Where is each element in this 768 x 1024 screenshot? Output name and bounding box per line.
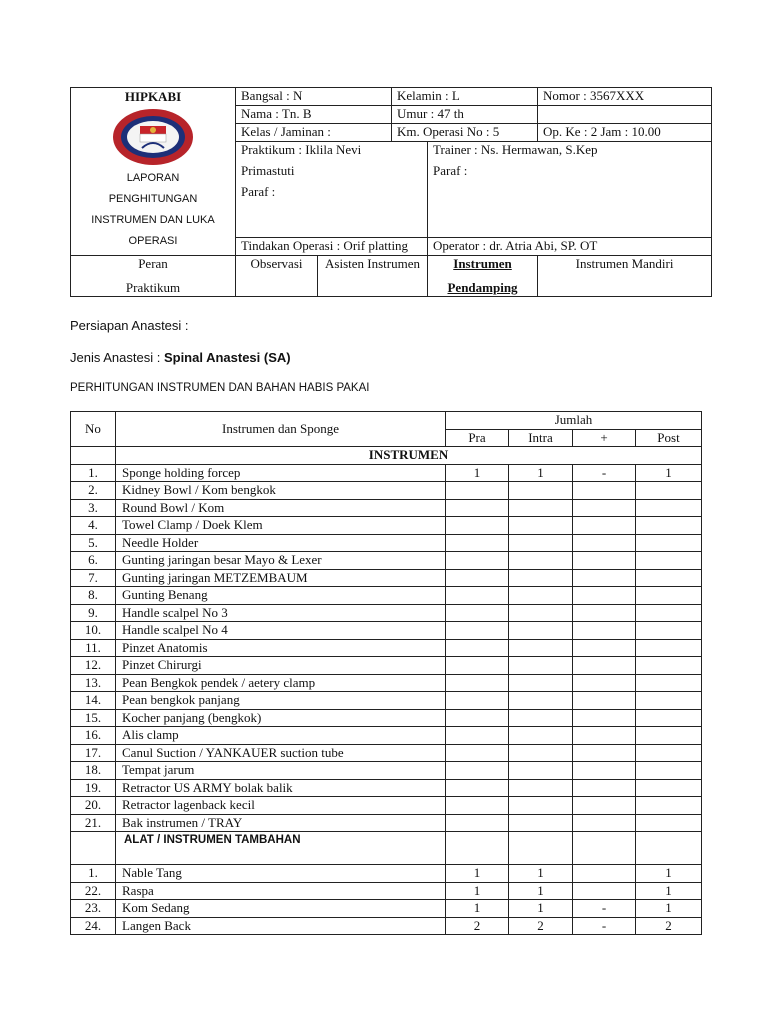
table-row xyxy=(71,779,702,797)
trainer-block xyxy=(428,142,712,238)
table-row xyxy=(71,639,702,657)
row-item-name: Nable Tang xyxy=(116,865,446,883)
row-plus xyxy=(573,517,636,535)
col-pra-header: Pra xyxy=(446,429,509,447)
row-plus xyxy=(573,639,636,657)
row-plus xyxy=(573,779,636,797)
kelamin-field: Kelamin : L xyxy=(392,88,538,106)
row-post xyxy=(636,569,702,587)
table-row xyxy=(71,900,702,918)
row-post xyxy=(636,517,702,535)
row-pra: 1 xyxy=(446,464,509,482)
row-intra xyxy=(509,517,573,535)
paraf-right: Paraf : xyxy=(433,163,468,178)
asisten-option: Asisten Instrumen xyxy=(318,256,428,297)
col-no-header: No xyxy=(71,412,116,447)
row-post xyxy=(636,534,702,552)
table-row xyxy=(71,657,702,675)
pendamping-option xyxy=(428,256,538,297)
row-item-name: Handle scalpel No 4 xyxy=(116,622,446,640)
row-intra xyxy=(509,762,573,780)
org-name: HIPKABI xyxy=(124,89,182,104)
row-pra xyxy=(446,552,509,570)
table-row xyxy=(71,917,702,935)
row-intra xyxy=(509,569,573,587)
row-intra xyxy=(509,499,573,517)
row-item-name: Tempat jarum xyxy=(116,762,446,780)
nama-field: Nama : Tn. B xyxy=(236,106,392,124)
row-pra: 2 xyxy=(446,917,509,935)
row-plus xyxy=(573,882,636,900)
table-row xyxy=(71,604,702,622)
table-row xyxy=(71,727,702,745)
mandiri-option: Instrumen Mandiri xyxy=(538,256,712,297)
row-intra xyxy=(509,744,573,762)
row-pra xyxy=(446,482,509,500)
jenis-anastesi xyxy=(70,350,291,365)
table-row xyxy=(71,464,702,482)
row-post xyxy=(636,657,702,675)
pendamping-line-2: Pendamping xyxy=(447,280,518,295)
report-line-3: INSTRUMEN DAN LUKA xyxy=(91,214,215,226)
row-number: 8. xyxy=(71,587,116,605)
row-item-name: Langen Back xyxy=(116,917,446,935)
row-intra xyxy=(509,534,573,552)
kelas-field: Kelas / Jaminan : xyxy=(236,124,392,142)
row-pra xyxy=(446,762,509,780)
paraf-left: Paraf : xyxy=(241,184,276,199)
row-item-name: Pean bengkok panjang xyxy=(116,692,446,710)
row-plus xyxy=(573,499,636,517)
row-pra xyxy=(446,797,509,815)
row-plus: - xyxy=(573,464,636,482)
table-row xyxy=(71,692,702,710)
row-intra xyxy=(509,692,573,710)
bangsal-field: Bangsal : N xyxy=(236,88,392,106)
row-post xyxy=(636,604,702,622)
row-item-name: Gunting jaringan METZEMBAUM xyxy=(116,569,446,587)
row-pra xyxy=(446,622,509,640)
row-pra: 1 xyxy=(446,865,509,883)
row-item-name: Round Bowl / Kom xyxy=(116,499,446,517)
section-empty-cell xyxy=(636,832,702,865)
row-plus xyxy=(573,865,636,883)
row-pra: 1 xyxy=(446,900,509,918)
row-post: 1 xyxy=(636,464,702,482)
row-post xyxy=(636,692,702,710)
table-row xyxy=(71,534,702,552)
peran-line-1: Peran xyxy=(138,256,168,271)
row-item-name: Canul Suction / YANKAUER suction tube xyxy=(116,744,446,762)
row-plus xyxy=(573,622,636,640)
logo-block xyxy=(71,88,236,256)
row-number: 3. xyxy=(71,499,116,517)
col-item-header: Instrumen dan Sponge xyxy=(116,412,446,447)
umur-field: Umur : 47 th xyxy=(392,106,538,124)
jenis-label: Jenis Anastesi : xyxy=(70,350,164,365)
row-pra xyxy=(446,709,509,727)
row-number: 19. xyxy=(71,779,116,797)
row-plus xyxy=(573,674,636,692)
row-plus xyxy=(573,762,636,780)
row-plus xyxy=(573,657,636,675)
empty-cell xyxy=(538,106,712,124)
row-post xyxy=(636,779,702,797)
row-pra xyxy=(446,779,509,797)
table-row xyxy=(71,587,702,605)
section-empty-cell xyxy=(573,832,636,865)
row-item-name: Gunting jaringan besar Mayo & Lexer xyxy=(116,552,446,570)
table-row xyxy=(71,762,702,780)
praktikum-block xyxy=(236,142,428,238)
row-post xyxy=(636,639,702,657)
row-plus: - xyxy=(573,917,636,935)
row-number: 1. xyxy=(71,865,116,883)
row-number: 9. xyxy=(71,604,116,622)
row-item-name: Kidney Bowl / Kom bengkok xyxy=(116,482,446,500)
row-intra xyxy=(509,604,573,622)
row-intra: 1 xyxy=(509,865,573,883)
row-post xyxy=(636,727,702,745)
row-item-name: Pean Bengkok pendek / aetery clamp xyxy=(116,674,446,692)
row-intra: 2 xyxy=(509,917,573,935)
row-number: 17. xyxy=(71,744,116,762)
tindakan-field: Tindakan Operasi : Orif platting xyxy=(236,238,428,256)
row-intra xyxy=(509,797,573,815)
row-post xyxy=(636,744,702,762)
row-intra xyxy=(509,657,573,675)
peran-label xyxy=(71,256,236,297)
row-plus xyxy=(573,797,636,815)
section-row-tambahan xyxy=(71,832,702,865)
row-intra xyxy=(509,727,573,745)
section-empty-cell xyxy=(509,832,573,865)
operator-field: Operator : dr. Atria Abi, SP. OT xyxy=(428,238,712,256)
row-number: 13. xyxy=(71,674,116,692)
row-number: 7. xyxy=(71,569,116,587)
table-row xyxy=(71,499,702,517)
row-pra xyxy=(446,517,509,535)
row-item-name: Retractor lagenback kecil xyxy=(116,797,446,815)
row-plus xyxy=(573,587,636,605)
row-number: 6. xyxy=(71,552,116,570)
table-row xyxy=(71,517,702,535)
row-plus xyxy=(573,534,636,552)
row-number: 15. xyxy=(71,709,116,727)
section-empty-no xyxy=(71,832,116,865)
row-item-name: Pinzet Chirurgi xyxy=(116,657,446,675)
row-post xyxy=(636,499,702,517)
row-item-name: Gunting Benang xyxy=(116,587,446,605)
row-number: 4. xyxy=(71,517,116,535)
row-number: 23. xyxy=(71,900,116,918)
pendamping-line-1: Instrumen xyxy=(453,256,512,271)
row-number: 5. xyxy=(71,534,116,552)
row-number: 2. xyxy=(71,482,116,500)
row-item-name: Kom Sedang xyxy=(116,900,446,918)
row-plus xyxy=(573,692,636,710)
row-post xyxy=(636,482,702,500)
table-row xyxy=(71,797,702,815)
row-post xyxy=(636,622,702,640)
row-plus xyxy=(573,569,636,587)
row-item-name: Retractor US ARMY bolak balik xyxy=(116,779,446,797)
row-post xyxy=(636,587,702,605)
section-empty-no xyxy=(71,447,116,465)
row-pra xyxy=(446,674,509,692)
table-row xyxy=(71,814,702,832)
nomor-field: Nomor : 3567XXX xyxy=(538,88,712,106)
col-plus-header: + xyxy=(573,429,636,447)
row-intra xyxy=(509,482,573,500)
row-item-name: Kocher panjang (bengkok) xyxy=(116,709,446,727)
row-post xyxy=(636,814,702,832)
row-number: 21. xyxy=(71,814,116,832)
row-plus xyxy=(573,604,636,622)
row-number: 10. xyxy=(71,622,116,640)
col-intra-header: Intra xyxy=(509,429,573,447)
row-intra xyxy=(509,639,573,657)
row-intra xyxy=(509,674,573,692)
row-post xyxy=(636,674,702,692)
row-pra xyxy=(446,587,509,605)
row-post: 2 xyxy=(636,917,702,935)
report-line-1: LAPORAN xyxy=(126,172,180,184)
row-pra xyxy=(446,744,509,762)
row-post xyxy=(636,709,702,727)
row-intra xyxy=(509,552,573,570)
row-pra xyxy=(446,727,509,745)
table-row xyxy=(71,882,702,900)
row-number: 24. xyxy=(71,917,116,935)
col-jumlah-header: Jumlah xyxy=(446,412,702,430)
row-item-name: Alis clamp xyxy=(116,727,446,745)
header-form-table xyxy=(70,87,712,297)
praktikum-name-2: Primastuti xyxy=(241,163,295,178)
row-pra xyxy=(446,604,509,622)
row-post xyxy=(636,797,702,815)
row-item-name: Handle scalpel No 3 xyxy=(116,604,446,622)
jenis-value: Spinal Anastesi (SA) xyxy=(163,350,291,365)
section-empty-cell xyxy=(446,832,509,865)
instrument-table xyxy=(70,411,702,935)
row-intra xyxy=(509,622,573,640)
col-post-header: Post xyxy=(636,429,702,447)
op-ke-field: Op. Ke : 2 Jam : 10.00 xyxy=(538,124,712,142)
row-intra: 1 xyxy=(509,882,573,900)
row-post xyxy=(636,762,702,780)
table-row xyxy=(71,709,702,727)
table-row xyxy=(71,569,702,587)
table-row xyxy=(71,482,702,500)
trainer-name: Trainer : Ns. Hermawan, S.Kep xyxy=(433,142,598,157)
section-instrumen-label: INSTRUMEN xyxy=(116,447,702,465)
row-item-name: Sponge holding forcep xyxy=(116,464,446,482)
row-plus xyxy=(573,727,636,745)
row-pra xyxy=(446,657,509,675)
row-intra xyxy=(509,779,573,797)
row-number: 11. xyxy=(71,639,116,657)
row-plus xyxy=(573,552,636,570)
section-row-instrumen xyxy=(71,447,702,465)
row-item-name: Towel Clamp / Doek Klem xyxy=(116,517,446,535)
row-pra xyxy=(446,569,509,587)
row-intra xyxy=(509,709,573,727)
row-pra: 1 xyxy=(446,882,509,900)
row-post xyxy=(636,552,702,570)
row-intra: 1 xyxy=(509,464,573,482)
row-plus xyxy=(573,814,636,832)
table-row xyxy=(71,552,702,570)
row-intra xyxy=(509,814,573,832)
row-item-name: Needle Holder xyxy=(116,534,446,552)
persiapan-anastesi: Persiapan Anastesi : xyxy=(70,318,189,333)
row-number: 16. xyxy=(71,727,116,745)
row-plus: - xyxy=(573,900,636,918)
row-pra xyxy=(446,692,509,710)
report-line-2: PENGHITUNGAN xyxy=(108,193,198,205)
row-number: 20. xyxy=(71,797,116,815)
row-item-name: Raspa xyxy=(116,882,446,900)
report-line-4: OPERASI xyxy=(128,235,178,247)
row-post: 1 xyxy=(636,882,702,900)
row-plus xyxy=(573,744,636,762)
row-number: 18. xyxy=(71,762,116,780)
table-row xyxy=(71,865,702,883)
km-operasi-field: Km. Operasi No : 5 xyxy=(392,124,538,142)
row-post: 1 xyxy=(636,865,702,883)
table-row xyxy=(71,674,702,692)
row-number: 22. xyxy=(71,882,116,900)
row-plus xyxy=(573,709,636,727)
section-title: PERHITUNGAN INSTRUMEN DAN BAHAN HABIS PAKAI xyxy=(70,382,370,394)
section-tambahan-label: ALAT / INSTRUMEN TAMBAHAN xyxy=(116,832,446,865)
row-item-name: Pinzet Anatomis xyxy=(116,639,446,657)
praktikum-name: Praktikum : Iklila Nevi xyxy=(241,142,362,157)
row-pra xyxy=(446,534,509,552)
hipkabi-logo-icon xyxy=(112,108,194,166)
peran-line-2: Praktikum xyxy=(125,280,181,295)
row-pra xyxy=(446,814,509,832)
row-intra: 1 xyxy=(509,900,573,918)
row-number: 1. xyxy=(71,464,116,482)
table-row xyxy=(71,622,702,640)
observasi-option: Observasi xyxy=(236,256,318,297)
table-row xyxy=(71,744,702,762)
row-pra xyxy=(446,639,509,657)
row-number: 14. xyxy=(71,692,116,710)
row-number: 12. xyxy=(71,657,116,675)
row-item-name: Bak instrumen / TRAY xyxy=(116,814,446,832)
row-post: 1 xyxy=(636,900,702,918)
row-plus xyxy=(573,482,636,500)
row-pra xyxy=(446,499,509,517)
row-intra xyxy=(509,587,573,605)
